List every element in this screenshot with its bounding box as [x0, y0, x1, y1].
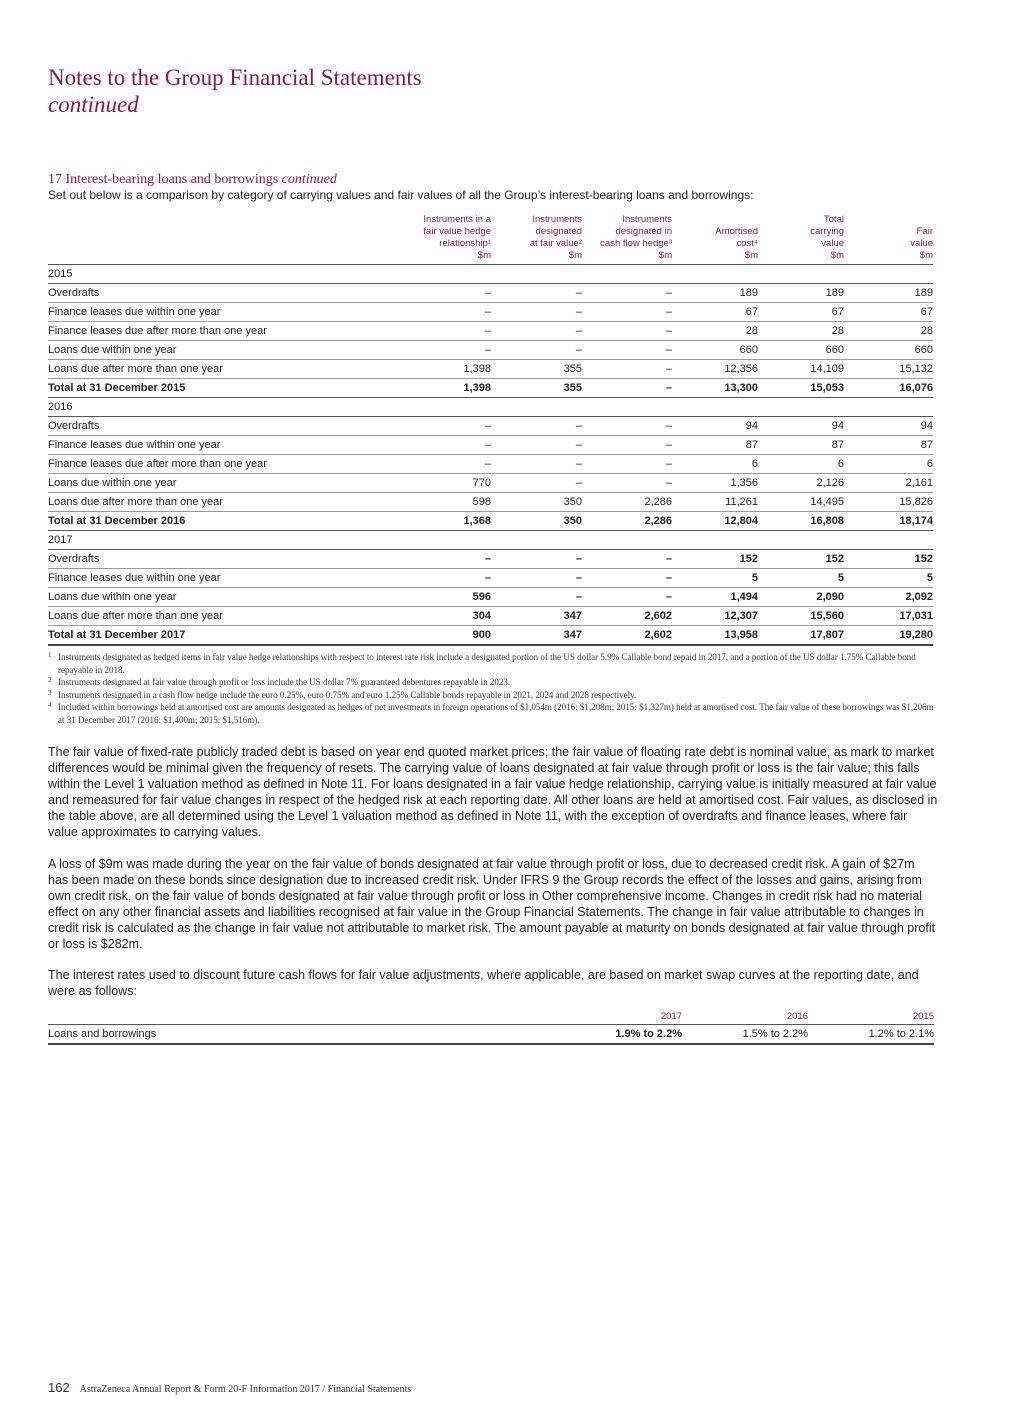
table-cell-value: 17,807 — [758, 626, 844, 646]
table-cell-value: 5 — [672, 569, 758, 588]
table-row — [48, 360, 933, 379]
table-row — [48, 417, 933, 436]
rates-header-row — [48, 1011, 934, 1025]
table-cell-value: 347 — [491, 607, 582, 626]
table-cell-value: 5 — [758, 569, 844, 588]
table-cell-value: 1,398 — [400, 360, 491, 379]
table-cell-value: 14,109 — [758, 360, 844, 379]
table-cell-value: 2,092 — [844, 588, 933, 607]
table-cell-value: – — [400, 569, 491, 588]
empty-cell — [491, 265, 582, 284]
table-cell-value: 14,495 — [758, 493, 844, 512]
footnote-text: Instruments designated as hedged items in fair value hedge relationships with respect to interest rate risk include a designated portion of the US dollar 5.9% Callable bond repaid in 2017, and a portion of the US dollar 1.75% Callable bond repayable in 2018. — [58, 652, 916, 675]
table-row — [48, 341, 933, 360]
header-line: $m — [830, 250, 844, 261]
paragraph: A loss of $9m was made during the year on the fair value of bonds designated at fair value through profit or loss, due to decreased credit risk. A gain of $27m has been made on these bonds since designation due to increased credit risk. Under IFRS 9 the Group records the effect of the losses and gains, arising from own credit risk, on the fair value of bonds designated at fair value through profit or loss in Other comprehensive income. Changes in credit risk had no material effect on any other financial assets and liabilities recognised at fair value in the Group Financial Statements. The change in fair value attributable to changes in credit risk is calculated as the change in fair value not attributable to market risk. The amount payable at maturity on bonds designated at fair value through profit or loss is $282m. — [48, 857, 936, 951]
table-cell-value: – — [491, 474, 582, 493]
row-label: Finance leases due within one year — [48, 569, 400, 588]
table-cell-value: 2,602 — [582, 626, 672, 646]
row-label: Overdrafts — [48, 417, 400, 436]
table-cell-value: – — [491, 588, 582, 607]
year-row — [48, 265, 933, 284]
empty-cell — [672, 531, 758, 550]
table-cell-value: – — [582, 550, 672, 569]
header-line: $m — [658, 250, 672, 261]
empty-cell — [844, 265, 933, 284]
table-cell-value: 16,076 — [844, 379, 933, 398]
table-cell-value: – — [582, 436, 672, 455]
table-cell-value: 6 — [672, 455, 758, 474]
table-cell-value: 598 — [400, 493, 491, 512]
empty-cell — [400, 531, 491, 550]
table-cell-value: – — [491, 303, 582, 322]
table-cell-value: – — [582, 360, 672, 379]
empty-cell — [491, 531, 582, 550]
table-cell-value: 15,053 — [758, 379, 844, 398]
table-cell-value: 355 — [491, 379, 582, 398]
header-line: $m — [744, 250, 758, 261]
table-cell-value: 15,560 — [758, 607, 844, 626]
table-cell-value: 2,090 — [758, 588, 844, 607]
table-row — [48, 588, 933, 607]
table-cell-value: – — [582, 322, 672, 341]
column-header — [672, 214, 758, 265]
table-cell-value: – — [491, 341, 582, 360]
header-line: Fair — [916, 226, 933, 237]
rates-table — [48, 1011, 934, 1045]
header-line: cash flow hedge³ — [600, 238, 672, 249]
column-header — [582, 214, 672, 265]
table-cell-value: 11,261 — [672, 493, 758, 512]
row-label: Loans due within one year — [48, 341, 400, 360]
table-cell-value: 17,031 — [844, 607, 933, 626]
section-heading — [48, 172, 337, 188]
header-line: at fair value² — [529, 238, 582, 249]
column-header — [400, 214, 491, 265]
footnote — [48, 689, 938, 702]
table-cell-value: 350 — [491, 493, 582, 512]
year-label: 2015 — [48, 265, 400, 284]
table-cell-value: 660 — [844, 341, 933, 360]
table-cell-value: 87 — [672, 436, 758, 455]
table-cell-value: 13,958 — [672, 626, 758, 646]
rates-year-header: 2016 — [682, 1011, 808, 1025]
column-header — [844, 214, 933, 265]
table-cell-value: 87 — [758, 436, 844, 455]
row-label: Total at 31 December 2015 — [48, 379, 400, 398]
year-label: 2016 — [48, 398, 400, 417]
table-cell-value: 94 — [758, 417, 844, 436]
table-cell-value: 596 — [400, 588, 491, 607]
empty-cell — [844, 398, 933, 417]
row-label: Finance leases due after more than one year — [48, 322, 400, 341]
table-cell-value: 18,174 — [844, 512, 933, 531]
table-cell-value: 350 — [491, 512, 582, 531]
table-cell-value: 94 — [672, 417, 758, 436]
table-row — [48, 455, 933, 474]
table-cell-value: 2,602 — [582, 607, 672, 626]
table-cell-value: 12,804 — [672, 512, 758, 531]
table-cell-value: – — [491, 322, 582, 341]
footnote — [48, 701, 938, 726]
rates-year-header: 2015 — [808, 1011, 934, 1025]
rate-2015: 1.2% to 2.1% — [808, 1025, 934, 1045]
header-line: relationship¹ — [439, 238, 491, 249]
table-cell-value: – — [582, 474, 672, 493]
page-title — [48, 64, 422, 118]
table-cell-value: – — [400, 455, 491, 474]
table-cell-value: 355 — [491, 360, 582, 379]
header-line: Amortised — [715, 226, 758, 237]
table-row — [48, 474, 933, 493]
loans-table — [48, 214, 933, 646]
table-cell-value: – — [582, 341, 672, 360]
rate-2017: 1.9% to 2.2% — [556, 1025, 682, 1045]
footnote-text: Included within borrowings held at amortised cost are amounts designated as hedges of net investments in foreign operations of $1,054m (2016: $1,208m; 2015: $1,327m) held at amortised cost. The fair value of these borrowings was $1,206m at 31 December 2017 (2016: $1,400m; 2015: $1,516m). — [58, 702, 934, 725]
header-line: fair value hedge — [423, 226, 491, 237]
section-continued: continued — [281, 172, 337, 187]
table-cell-value: – — [582, 588, 672, 607]
table-cell-value: – — [491, 550, 582, 569]
table-cell-value: 94 — [844, 417, 933, 436]
table-cell-value: 67 — [758, 303, 844, 322]
footnote-mark: 2 — [48, 676, 52, 684]
table-cell-value: – — [491, 284, 582, 303]
table-cell-value: – — [582, 303, 672, 322]
page-footer — [48, 1380, 411, 1395]
table-cell-value: 28 — [672, 322, 758, 341]
row-label: Finance leases due after more than one year — [48, 455, 400, 474]
footnote-text: Instruments designated in a cash flow hedge include the euro 0.25%, euro 0.75% and euro 1.25% Callable bonds repayable in 2021, 2024 and 2028 respectively. — [58, 689, 637, 700]
table-cell-value: 13,300 — [672, 379, 758, 398]
table-header-row — [48, 214, 933, 265]
table-cell-value: 2,286 — [582, 493, 672, 512]
header-line: designated in — [615, 226, 672, 237]
empty-cell — [758, 531, 844, 550]
table-cell-value: 189 — [844, 284, 933, 303]
table-cell-value: 19,280 — [844, 626, 933, 646]
row-label: Overdrafts — [48, 550, 400, 569]
table-cell-value: 1,494 — [672, 588, 758, 607]
table-cell-value: 189 — [672, 284, 758, 303]
empty-cell — [758, 265, 844, 284]
empty-cell — [400, 398, 491, 417]
header-line: $m — [568, 250, 582, 261]
table-cell-value: 347 — [491, 626, 582, 646]
paragraph: The fair value of fixed-rate publicly traded debt is based on year end quoted market prices; the fair value of floating rate debt is nominal value, as mark to market differences would be minimal given the frequency of resets. The carrying value of loans designated at fair value through profit or loss is the fair value; this falls within the Level 1 valuation method as defined in Note 11. For loans designated in a fair value hedge relationship, carrying value is initially measured at fair value and remeasured for fair value changes in respect of the hedged risk at each reporting date. All other loans are held at amortised cost. Fair values, as disclosed in the table above, are all determined using the Level 1 valuation method as defined in Note 11, with the exception of overdrafts and finance leases, where fair value approximates to carrying values. — [48, 745, 938, 839]
table-cell-value: 660 — [758, 341, 844, 360]
loans-table-body — [48, 265, 933, 646]
header-line: $m — [477, 250, 491, 261]
footnote-text: Instruments designated at fair value through profit or loss include the US dollar 7% guaranteed debentures repayable in 2023. — [58, 677, 511, 687]
table-cell-value: 28 — [758, 322, 844, 341]
table-cell-value: 15,132 — [844, 360, 933, 379]
table-cell-value: 152 — [844, 550, 933, 569]
page-title-continued: continued — [48, 92, 139, 117]
table-cell-value: 660 — [672, 341, 758, 360]
table-cell-value: 770 — [400, 474, 491, 493]
empty-cell — [491, 398, 582, 417]
rates-year-header: 2017 — [556, 1011, 682, 1025]
row-label: Loans due after more than one year — [48, 360, 400, 379]
table-cell-value: – — [400, 550, 491, 569]
table-cell-value: – — [400, 341, 491, 360]
table-cell-value: 28 — [844, 322, 933, 341]
table-cell-value: – — [400, 417, 491, 436]
footnote — [48, 651, 938, 676]
table-cell-value: 900 — [400, 626, 491, 646]
table-cell-value: – — [491, 417, 582, 436]
header-line: Instruments — [532, 214, 582, 225]
total-row — [48, 626, 933, 646]
table-cell-value: 152 — [758, 550, 844, 569]
table-cell-value: – — [582, 284, 672, 303]
footnote-mark: 4 — [48, 701, 52, 709]
table-cell-value: 12,356 — [672, 360, 758, 379]
table-cell-value: – — [400, 284, 491, 303]
empty-cell — [582, 531, 672, 550]
table-cell-value: 67 — [672, 303, 758, 322]
page-title-main: Notes to the Group Financial Statements — [48, 65, 422, 90]
year-row — [48, 398, 933, 417]
footnote-mark: 1 — [48, 651, 52, 659]
table-cell-value: 152 — [672, 550, 758, 569]
table-cell-value: – — [582, 455, 672, 474]
footnote — [48, 676, 938, 689]
footnotes — [48, 651, 938, 726]
table-cell-value: – — [491, 455, 582, 474]
table-row — [48, 1025, 934, 1045]
section-title: 17 Interest-bearing loans and borrowings — [48, 172, 279, 187]
table-cell-value: – — [491, 436, 582, 455]
row-label: Total at 31 December 2016 — [48, 512, 400, 531]
header-line: Instruments — [622, 214, 672, 225]
rates-label: Loans and borrowings — [48, 1025, 556, 1045]
table-cell-value: 2,161 — [844, 474, 933, 493]
table-cell-value: – — [400, 322, 491, 341]
table-cell-value: – — [491, 569, 582, 588]
year-label: 2017 — [48, 531, 400, 550]
year-row — [48, 531, 933, 550]
row-label: Loans due after more than one year — [48, 607, 400, 626]
table-row — [48, 493, 933, 512]
empty-cell — [582, 265, 672, 284]
row-label: Loans due within one year — [48, 474, 400, 493]
table-row — [48, 569, 933, 588]
rate-2016: 1.5% to 2.2% — [682, 1025, 808, 1045]
paragraph: The interest rates used to discount future cash flows for fair value adjustments, where applicable, are based on market swap curves at the reporting date, and were as follows: — [48, 968, 919, 998]
section-intro: Set out below is a comparison by category of carrying values and fair values of all the Group’s interest-bearing loans and borrowings: — [48, 188, 754, 202]
column-header — [758, 214, 844, 265]
total-row — [48, 512, 933, 531]
header-line: value — [910, 238, 933, 249]
table-row — [48, 607, 933, 626]
header-line: Instruments in a — [423, 214, 491, 225]
empty-cell — [672, 265, 758, 284]
footnote-mark: 3 — [48, 688, 52, 697]
footer-text: AstraZeneca Annual Report & Form 20-F Information 2017 / Financial Statements — [79, 1384, 412, 1395]
table-cell-value: – — [582, 417, 672, 436]
row-label: Overdrafts — [48, 284, 400, 303]
table-cell-value: – — [582, 379, 672, 398]
table-cell-value: 5 — [844, 569, 933, 588]
table-row — [48, 303, 933, 322]
table-cell-value: – — [582, 569, 672, 588]
row-label: Finance leases due within one year — [48, 436, 400, 455]
table-row — [48, 284, 933, 303]
table-cell-value: 67 — [844, 303, 933, 322]
table-cell-value: 2,126 — [758, 474, 844, 493]
row-label: Finance leases due within one year — [48, 303, 400, 322]
header-line: cost⁴ — [736, 238, 758, 249]
table-row — [48, 436, 933, 455]
total-row — [48, 379, 933, 398]
header-line: carrying — [810, 226, 844, 237]
page-number: 162 — [48, 1380, 70, 1395]
header-line: designated — [535, 226, 582, 237]
table-cell-value: 12,307 — [672, 607, 758, 626]
empty-cell — [672, 398, 758, 417]
table-cell-value: 16,808 — [758, 512, 844, 531]
empty-cell — [582, 398, 672, 417]
column-header — [491, 214, 582, 265]
table-cell-value: – — [400, 436, 491, 455]
header-blank — [48, 214, 400, 265]
table-cell-value: 1,356 — [672, 474, 758, 493]
table-cell-value: 15,826 — [844, 493, 933, 512]
header-line: $m — [919, 250, 933, 261]
header-line: Total — [823, 214, 844, 225]
empty-cell — [758, 398, 844, 417]
empty-cell — [400, 265, 491, 284]
row-label: Loans due after more than one year — [48, 493, 400, 512]
table-cell-value: 6 — [758, 455, 844, 474]
empty-cell — [844, 531, 933, 550]
table-cell-value: 87 — [844, 436, 933, 455]
table-cell-value: 6 — [844, 455, 933, 474]
table-cell-value: 1,368 — [400, 512, 491, 531]
row-label: Total at 31 December 2017 — [48, 626, 400, 646]
table-cell-value: 1,398 — [400, 379, 491, 398]
table-row — [48, 550, 933, 569]
table-cell-value: 2,286 — [582, 512, 672, 531]
row-label: Loans due within one year — [48, 588, 400, 607]
table-cell-value: 189 — [758, 284, 844, 303]
header-line: value — [821, 238, 844, 249]
table-row — [48, 322, 933, 341]
table-cell-value: 304 — [400, 607, 491, 626]
table-cell-value: – — [400, 303, 491, 322]
header-blank — [48, 1011, 556, 1025]
